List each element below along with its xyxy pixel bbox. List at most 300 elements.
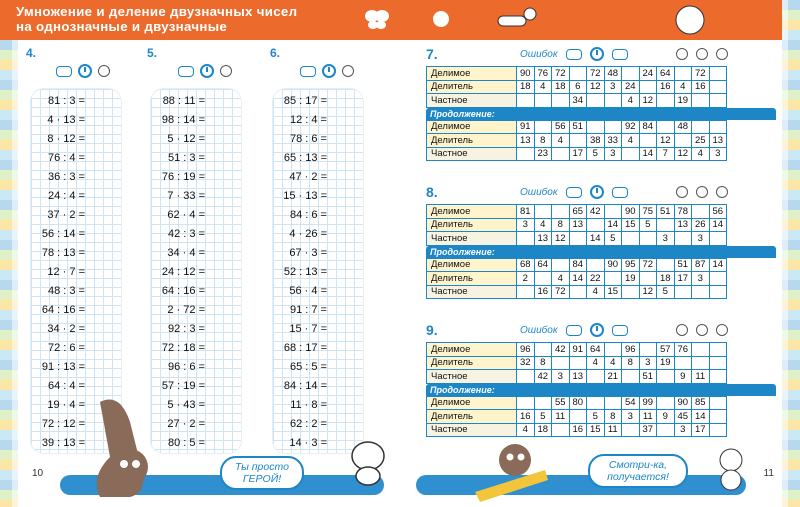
table-cell[interactable]: 15 — [587, 423, 605, 437]
table-cell[interactable]: 56 — [709, 205, 727, 219]
table-cell[interactable]: 64 — [657, 67, 675, 81]
table-cell[interactable] — [692, 356, 710, 370]
table-cell[interactable]: 56 — [552, 120, 570, 134]
table-cell[interactable]: 3 — [552, 370, 570, 384]
table-cell[interactable]: 3 — [604, 80, 622, 94]
error-box[interactable] — [566, 187, 582, 198]
table-cell[interactable]: 8 — [604, 410, 622, 424]
expression: 4 · 13 = — [47, 114, 85, 126]
table-part1 — [426, 66, 727, 108]
table-cell[interactable]: 8 — [622, 356, 640, 370]
table-row — [427, 205, 727, 219]
table-cell[interactable] — [569, 410, 587, 424]
table-cell[interactable]: 78 — [674, 205, 692, 219]
table-cell[interactable] — [587, 396, 605, 410]
expression: 98 : 14 = — [161, 114, 205, 126]
table-cell[interactable] — [709, 272, 727, 286]
table-cell[interactable]: 17 — [569, 147, 587, 161]
exercise-number: 5. — [147, 46, 158, 60]
table-cell[interactable]: 14 — [709, 258, 727, 272]
smiley-icon[interactable] — [696, 186, 708, 198]
table-cell[interactable] — [674, 67, 692, 81]
table-cell[interactable] — [604, 120, 622, 134]
expression: 56 · 4 = — [289, 285, 327, 297]
table-cell[interactable]: 16 — [692, 80, 710, 94]
table-cell[interactable] — [622, 285, 640, 299]
table-cell[interactable]: 72 — [692, 67, 710, 81]
table-cell[interactable] — [622, 67, 640, 81]
table-cell[interactable]: 68 — [517, 258, 535, 272]
table-cell[interactable] — [692, 343, 710, 357]
table-cell[interactable]: 14 — [692, 410, 710, 424]
table-row — [427, 410, 727, 424]
table-cell[interactable] — [534, 205, 552, 219]
table-cell[interactable]: 84 — [639, 120, 657, 134]
table-cell[interactable]: 51 — [569, 120, 587, 134]
table-cell[interactable]: 4 — [674, 80, 692, 94]
table-cell[interactable]: 72 — [639, 258, 657, 272]
exercise-header — [426, 184, 728, 200]
expression: 64 : 16 = — [161, 285, 205, 297]
alarm-clock-icon — [590, 47, 604, 61]
table-cell[interactable]: 4 — [692, 147, 710, 161]
table-cell[interactable]: 5 — [534, 410, 552, 424]
table-cell[interactable] — [604, 94, 622, 108]
table-cell[interactable]: 5 — [604, 232, 622, 246]
table-cell[interactable]: 16 — [657, 80, 675, 94]
table-cell[interactable] — [639, 343, 657, 357]
table-cell[interactable] — [569, 356, 587, 370]
expression: 64 : 16 = — [41, 304, 85, 316]
table-cell[interactable]: 12 — [639, 94, 657, 108]
errors-label: Ошибок — [520, 324, 558, 336]
table-cell[interactable] — [534, 120, 552, 134]
table-cell[interactable] — [709, 423, 727, 437]
table-cell[interactable] — [709, 80, 727, 94]
expression: 27 · 2 = — [167, 418, 205, 430]
expression: 51 : 3 = — [167, 152, 205, 164]
table-cell[interactable] — [622, 423, 640, 437]
table-cell[interactable]: 4 — [552, 134, 570, 148]
table-cell[interactable]: 42 — [534, 370, 552, 384]
exercise-column-6 — [272, 88, 364, 454]
table-cell[interactable]: 4 — [552, 272, 570, 286]
table-cell[interactable] — [552, 205, 570, 219]
table-cell[interactable] — [709, 356, 727, 370]
table-cell[interactable] — [604, 205, 622, 219]
expression: 72 : 12 = — [41, 418, 85, 430]
table-cell[interactable]: 38 — [587, 134, 605, 148]
expression: 68 : 17 = — [283, 342, 327, 354]
table-cell[interactable]: 4 — [534, 218, 552, 232]
alarm-clock-icon — [590, 185, 604, 199]
table-cell[interactable] — [709, 94, 727, 108]
table-cell[interactable]: 13 — [517, 134, 535, 148]
table-cell[interactable]: 2 — [517, 272, 535, 286]
table-cell[interactable] — [587, 120, 605, 134]
table-cell[interactable]: 90 — [622, 205, 640, 219]
division-table — [426, 66, 776, 161]
exercise-number: 9. — [426, 322, 438, 338]
expression: 80 : 5 = — [167, 437, 205, 449]
table-cell[interactable]: 11 — [692, 370, 710, 384]
table-cell[interactable]: 4 — [622, 134, 640, 148]
table-cell[interactable]: 13 — [534, 232, 552, 246]
table-cell[interactable]: 9 — [657, 410, 675, 424]
table-cell[interactable] — [657, 396, 675, 410]
table-cell[interactable] — [709, 343, 727, 357]
table-cell[interactable]: 72 — [552, 67, 570, 81]
table-cell[interactable]: 37 — [639, 423, 657, 437]
table-cell[interactable]: 13 — [709, 134, 727, 148]
table-cell[interactable] — [709, 410, 727, 424]
table-cell[interactable]: 19 — [674, 94, 692, 108]
exercise-number: 6. — [270, 46, 281, 60]
table-cell[interactable]: 48 — [604, 67, 622, 81]
table-cell[interactable]: 5 — [587, 147, 605, 161]
table-cell[interactable]: 99 — [639, 396, 657, 410]
error-box[interactable] — [178, 66, 194, 77]
expression: 8 · 12 = — [47, 133, 85, 145]
row-label: Делимое — [427, 205, 517, 219]
time-box[interactable] — [612, 49, 628, 60]
table-cell[interactable] — [639, 80, 657, 94]
table-cell[interactable]: 8 — [534, 134, 552, 148]
time-box[interactable] — [612, 325, 628, 336]
table-cell[interactable]: 12 — [674, 147, 692, 161]
table-cell[interactable]: 54 — [622, 396, 640, 410]
table-row — [427, 396, 727, 410]
table-cell[interactable] — [587, 218, 605, 232]
table-cell[interactable]: 11 — [552, 410, 570, 424]
smiley-icon[interactable] — [220, 65, 232, 77]
table-cell[interactable]: 8 — [534, 356, 552, 370]
table-cell[interactable]: 25 — [692, 134, 710, 148]
table-row — [427, 94, 727, 108]
table-cell[interactable]: 90 — [604, 258, 622, 272]
error-box[interactable] — [300, 66, 316, 77]
table-cell[interactable] — [517, 232, 535, 246]
table-cell[interactable]: 4 — [534, 80, 552, 94]
table-cell[interactable]: 16 — [534, 285, 552, 299]
table-cell[interactable]: 4 — [587, 285, 605, 299]
table-cell[interactable] — [692, 120, 710, 134]
expression: 78 : 13 = — [41, 247, 85, 259]
table-cell[interactable]: 4 — [587, 356, 605, 370]
table-cell[interactable]: 80 — [569, 396, 587, 410]
table-cell[interactable]: 65 — [569, 205, 587, 219]
table-cell[interactable] — [604, 272, 622, 286]
table-row — [427, 258, 727, 272]
table-cell[interactable] — [552, 147, 570, 161]
table-cell[interactable] — [604, 396, 622, 410]
expression: 76 : 4 = — [47, 152, 85, 164]
table-cell[interactable] — [569, 67, 587, 81]
table-cell[interactable]: 7 — [657, 147, 675, 161]
exercise-header — [426, 46, 728, 62]
expression: 47 · 2 = — [289, 171, 327, 183]
table-cell[interactable]: 23 — [534, 147, 552, 161]
table-cell[interactable]: 51 — [674, 258, 692, 272]
table-cell[interactable] — [604, 343, 622, 357]
table-cell[interactable]: 55 — [552, 396, 570, 410]
table-cell[interactable]: 42 — [552, 343, 570, 357]
table-cell[interactable] — [587, 370, 605, 384]
table-cell[interactable]: 13 — [569, 218, 587, 232]
error-box[interactable] — [566, 49, 582, 60]
encouragement-bubble: Смотри-ка, получается! — [588, 454, 688, 488]
smiley-icon[interactable] — [716, 186, 728, 198]
table-cell[interactable] — [587, 258, 605, 272]
table-cell[interactable] — [552, 258, 570, 272]
table-cell[interactable]: 14 — [709, 218, 727, 232]
expression: 15 · 7 = — [289, 323, 327, 335]
table-cell[interactable]: 76 — [534, 67, 552, 81]
table-cell[interactable]: 3 — [709, 147, 727, 161]
table-cell[interactable] — [657, 120, 675, 134]
table-cell[interactable]: 84 — [569, 258, 587, 272]
table-cell[interactable]: 12 — [587, 80, 605, 94]
table-cell[interactable] — [709, 67, 727, 81]
table-cell[interactable] — [587, 94, 605, 108]
table-cell[interactable]: 34 — [569, 94, 587, 108]
table-cell[interactable]: 4 — [604, 356, 622, 370]
table-cell[interactable] — [639, 272, 657, 286]
table-cell[interactable] — [674, 356, 692, 370]
table-cell[interactable]: 18 — [534, 423, 552, 437]
smiley-icon[interactable] — [342, 65, 354, 77]
table-cell[interactable]: 33 — [604, 134, 622, 148]
table-cell[interactable] — [692, 285, 710, 299]
table-cell[interactable]: 4 — [517, 423, 535, 437]
table-cell[interactable]: 15 — [604, 285, 622, 299]
error-box[interactable] — [56, 66, 72, 77]
table-cell[interactable]: 14 — [569, 272, 587, 286]
table-cell[interactable]: 90 — [674, 396, 692, 410]
table-cell[interactable]: 51 — [657, 205, 675, 219]
table-cell[interactable]: 17 — [674, 272, 692, 286]
table-cell[interactable]: 32 — [517, 356, 535, 370]
expression: 62 : 2 = — [289, 418, 327, 430]
smiley-icon[interactable] — [676, 48, 688, 60]
table-cell[interactable]: 45 — [674, 410, 692, 424]
table-cell[interactable] — [639, 134, 657, 148]
table-row — [427, 285, 727, 299]
expression: 15 · 13 = — [283, 190, 327, 202]
expression: 52 : 13 = — [283, 266, 327, 278]
page-title: Умножение и деление двузначных чисел на однозначные и двузначные — [16, 4, 298, 34]
table-row — [427, 134, 727, 148]
expression: 91 : 13 = — [41, 361, 85, 373]
table-cell[interactable]: 11 — [639, 410, 657, 424]
table-cell[interactable] — [674, 285, 692, 299]
table-cell[interactable]: 12 — [657, 134, 675, 148]
table-cell[interactable] — [517, 94, 535, 108]
table-cell[interactable] — [709, 285, 727, 299]
table-cell[interactable]: 8 — [552, 218, 570, 232]
error-box[interactable] — [566, 325, 582, 336]
table-cell[interactable] — [674, 134, 692, 148]
table-cell[interactable] — [657, 94, 675, 108]
table-cell[interactable]: 95 — [622, 258, 640, 272]
table-row — [427, 272, 727, 286]
table-cell[interactable]: 19 — [622, 272, 640, 286]
table-cell[interactable]: 3 — [622, 410, 640, 424]
expression: 12 · 7 = — [47, 266, 85, 278]
table-cell[interactable]: 9 — [674, 370, 692, 384]
table-cell[interactable] — [534, 396, 552, 410]
table-cell[interactable] — [657, 218, 675, 232]
smiley-icon[interactable] — [696, 324, 708, 336]
table-cell[interactable]: 6 — [569, 80, 587, 94]
table-cell[interactable]: 18 — [552, 80, 570, 94]
table-cell[interactable]: 64 — [587, 343, 605, 357]
row-label: Частное — [427, 147, 517, 161]
table-cell[interactable]: 13 — [674, 218, 692, 232]
table-cell[interactable]: 92 — [622, 120, 640, 134]
time-box[interactable] — [612, 187, 628, 198]
row-label: Частное — [427, 94, 517, 108]
table-cell[interactable]: 5 — [657, 285, 675, 299]
table-cell[interactable] — [517, 285, 535, 299]
left-edge-stripes — [0, 0, 12, 507]
table-cell[interactable] — [569, 232, 587, 246]
errors-label: Ошибок — [520, 48, 558, 60]
row-label: Делимое — [427, 396, 517, 410]
table-cell[interactable]: 14 — [639, 147, 657, 161]
expression: 19 · 4 = — [47, 399, 85, 411]
row-label: Частное — [427, 232, 517, 246]
table-cell[interactable] — [534, 343, 552, 357]
table-cell[interactable]: 14 — [587, 232, 605, 246]
table-cell[interactable]: 12 — [639, 285, 657, 299]
table-cell[interactable]: 42 — [587, 205, 605, 219]
smiley-icon[interactable] — [716, 48, 728, 60]
table-cell[interactable] — [622, 232, 640, 246]
table-cell[interactable]: 3 — [692, 272, 710, 286]
table-cell[interactable] — [552, 356, 570, 370]
table-row — [427, 370, 727, 384]
table-row — [427, 80, 727, 94]
table-cell[interactable]: 16 — [569, 423, 587, 437]
table-cell[interactable] — [709, 232, 727, 246]
table-cell[interactable]: 24 — [622, 80, 640, 94]
table-cell[interactable]: 5 — [639, 218, 657, 232]
cat-illustration-icon — [70, 392, 180, 502]
table-cell[interactable]: 3 — [639, 356, 657, 370]
table-cell[interactable]: 85 — [692, 396, 710, 410]
table-cell[interactable]: 19 — [657, 356, 675, 370]
smiley-icon[interactable] — [716, 324, 728, 336]
table-cell[interactable]: 51 — [639, 370, 657, 384]
left-edge-stripes-inner — [12, 0, 18, 507]
row-label: Частное — [427, 370, 517, 384]
table-cell[interactable]: 4 — [622, 94, 640, 108]
table-cell[interactable] — [552, 94, 570, 108]
table-cell[interactable] — [639, 232, 657, 246]
table-cell[interactable]: 13 — [569, 370, 587, 384]
table-cell[interactable]: 81 — [517, 205, 535, 219]
table-cell[interactable]: 18 — [517, 80, 535, 94]
table-cell[interactable]: 48 — [674, 120, 692, 134]
table-cell[interactable]: 5 — [587, 410, 605, 424]
table-cell[interactable]: 17 — [692, 423, 710, 437]
table-cell[interactable]: 72 — [587, 67, 605, 81]
table-cell[interactable]: 96 — [517, 343, 535, 357]
table-cell[interactable]: 18 — [657, 272, 675, 286]
table-cell[interactable]: 3 — [692, 232, 710, 246]
table-cell[interactable] — [657, 423, 675, 437]
table-cell[interactable]: 16 — [517, 410, 535, 424]
table-cell[interactable]: 22 — [587, 272, 605, 286]
table-row — [427, 343, 727, 357]
table-cell[interactable] — [692, 94, 710, 108]
expression: 85 : 17 = — [283, 95, 327, 107]
smiley-icon[interactable] — [696, 48, 708, 60]
table-cell[interactable]: 12 — [552, 232, 570, 246]
table-cell[interactable]: 91 — [517, 120, 535, 134]
table-cell[interactable]: 96 — [622, 343, 640, 357]
table-cell[interactable] — [709, 396, 727, 410]
table-cell[interactable]: 3 — [604, 147, 622, 161]
exercise-number: 8. — [426, 184, 438, 200]
smiley-icon[interactable] — [676, 186, 688, 198]
table-cell[interactable]: 24 — [639, 67, 657, 81]
table-cell[interactable]: 14 — [604, 218, 622, 232]
table-cell[interactable] — [517, 147, 535, 161]
table-cell[interactable]: 72 — [552, 285, 570, 299]
self-check-row — [56, 64, 110, 78]
table-cell[interactable]: 21 — [604, 370, 622, 384]
table-cell[interactable] — [657, 370, 675, 384]
table-cell[interactable]: 75 — [639, 205, 657, 219]
table-cell[interactable] — [569, 134, 587, 148]
table-cell[interactable] — [622, 147, 640, 161]
table-cell[interactable] — [674, 232, 692, 246]
table-cell[interactable]: 26 — [692, 218, 710, 232]
table-cell[interactable] — [534, 94, 552, 108]
table-row — [427, 232, 727, 246]
table-cell[interactable] — [552, 423, 570, 437]
table-cell[interactable]: 91 — [569, 343, 587, 357]
table-cell[interactable]: 64 — [534, 258, 552, 272]
smiley-icon[interactable] — [98, 65, 110, 77]
expression: 42 : 3 = — [167, 228, 205, 240]
table-cell[interactable] — [622, 370, 640, 384]
table-cell[interactable] — [517, 370, 535, 384]
table-cell[interactable]: 87 — [692, 258, 710, 272]
table-cell[interactable]: 57 — [657, 343, 675, 357]
table-cell[interactable]: 3 — [674, 423, 692, 437]
table-cell[interactable] — [692, 205, 710, 219]
page-number: 11 — [763, 468, 774, 479]
table-cell[interactable]: 11 — [604, 423, 622, 437]
table-cell[interactable]: 90 — [517, 67, 535, 81]
expression: 84 : 6 = — [289, 209, 327, 221]
table-cell[interactable]: 15 — [622, 218, 640, 232]
right-edge-stripes-inner — [782, 0, 788, 507]
table-cell[interactable] — [569, 285, 587, 299]
table-cell[interactable]: 3 — [657, 232, 675, 246]
smiley-icon[interactable] — [676, 324, 688, 336]
table-cell[interactable] — [709, 120, 727, 134]
table-cell[interactable] — [657, 258, 675, 272]
table-cell[interactable] — [534, 272, 552, 286]
table-cell[interactable]: 76 — [674, 343, 692, 357]
table-cell[interactable]: 3 — [517, 218, 535, 232]
table-cell[interactable] — [709, 370, 727, 384]
table-cell[interactable] — [517, 396, 535, 410]
